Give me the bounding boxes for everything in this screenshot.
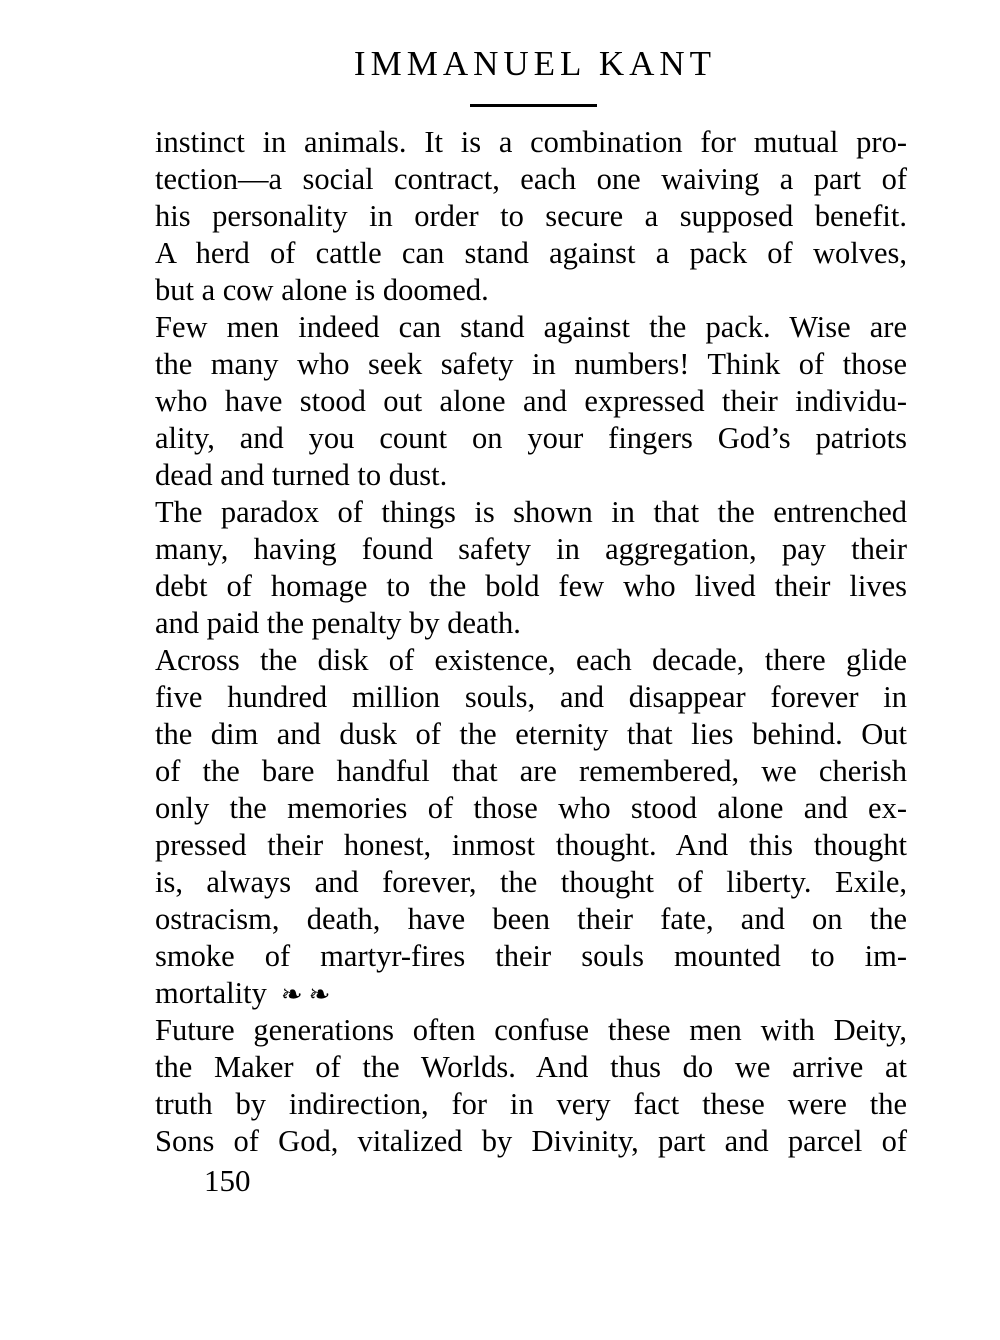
line-text: who have stood out alone and expressed their individu-: [155, 384, 907, 418]
line-text: the Maker of the Worlds. And thus do we arrive at: [155, 1050, 907, 1084]
running-head: IMMANUEL KANT: [353, 44, 717, 83]
leaf-ornament-icon: ❧❧: [280, 980, 337, 1009]
line-text: only the memories of those who stood alone and ex-: [155, 791, 907, 825]
text-line: [155, 1086, 907, 1123]
page-number: 150: [204, 1163, 251, 1198]
text-line: [155, 235, 907, 272]
paragraph: [155, 124, 907, 309]
text-line: [155, 753, 907, 790]
paragraph: [155, 494, 907, 642]
text-line: [155, 346, 907, 383]
text-line: [155, 309, 907, 346]
line-text: tection—a social contract, each one waiving a part of: [155, 162, 907, 196]
paragraph: [155, 1012, 907, 1160]
line-text: truth by indirection, for in very fact these were the: [155, 1087, 907, 1121]
text-line: [155, 642, 907, 679]
text-line: [155, 679, 907, 716]
text-line: [155, 531, 907, 568]
text-line: [155, 827, 907, 864]
text-line: [155, 568, 907, 605]
text-line: [155, 605, 907, 642]
line-text: Few men indeed can stand against the pack. Wise are: [155, 310, 907, 344]
line-text: Sons of God, vitalized by Divinity, part and parcel of: [155, 1124, 907, 1158]
line-text: and paid the penalty by death.: [155, 606, 521, 640]
line-text: The paradox of things is shown in that the entrenched: [155, 495, 907, 529]
line-text: instinct in animals. It is a combination for mutual pro-: [155, 125, 907, 159]
text-line: [155, 272, 907, 309]
line-text: debt of homage to the bold few who lived their lives: [155, 569, 907, 603]
text-line: [155, 198, 907, 235]
text-line: [155, 975, 907, 1012]
text-line: [155, 124, 907, 161]
line-text: pressed their honest, inmost thought. And this thought: [155, 828, 907, 862]
text-line: [155, 161, 907, 198]
text-line: [155, 864, 907, 901]
line-text: smoke of martyr-fires their souls mounted to im-: [155, 939, 907, 973]
text-line: [155, 790, 907, 827]
line-text: Future generations often confuse these men with Deity,: [155, 1013, 907, 1047]
header-rule: [470, 104, 597, 107]
text-line: [155, 494, 907, 531]
text-line: [155, 420, 907, 457]
text-line: [155, 938, 907, 975]
line-text: ostracism, death, have been their fate, and on the: [155, 902, 907, 936]
line-text: of the bare handful that are remembered, we cherish: [155, 754, 907, 788]
line-text: but a cow alone is doomed.: [155, 273, 489, 307]
text-line: [155, 1123, 907, 1160]
line-text: A herd of cattle can stand against a pack of wolves,: [155, 236, 907, 270]
paragraph: [155, 642, 907, 1012]
line-text: five hundred million souls, and disappear forever in: [155, 680, 907, 714]
line-text: the many who seek safety in numbers! Think of those: [155, 347, 907, 381]
line-text: his personality in order to secure a supposed benefit.: [155, 199, 907, 233]
paragraph: [155, 309, 907, 494]
body-text: [155, 124, 907, 1160]
line-text: many, having found safety in aggregation, pay their: [155, 532, 907, 566]
text-line: [155, 457, 907, 494]
line-text: mortality: [155, 976, 267, 1010]
line-text: Across the disk of existence, each decade, there glide: [155, 643, 907, 677]
text-line: [155, 716, 907, 753]
text-line: [155, 901, 907, 938]
line-text: is, always and forever, the thought of liberty. Exile,: [155, 865, 907, 899]
line-text: the dim and dusk of the eternity that lies behind. Out: [155, 717, 907, 751]
line-text: dead and turned to dust.: [155, 458, 448, 492]
text-line: [155, 1049, 907, 1086]
text-line: [155, 1012, 907, 1049]
text-line: [155, 383, 907, 420]
line-text: ality, and you count on your fingers God’s patriots: [155, 421, 907, 455]
